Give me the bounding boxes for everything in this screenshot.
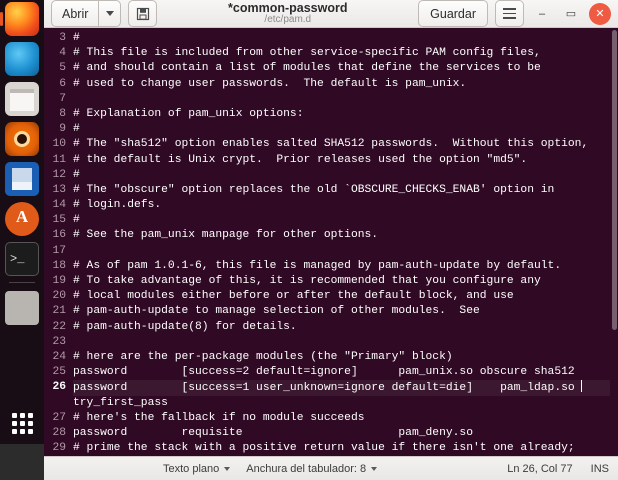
code-line: try_first_pass [73, 396, 168, 409]
language-selector[interactable] [163, 463, 230, 475]
show-applications-icon[interactable] [5, 406, 39, 440]
code-line: # As of pam 1.0.1-6, this file is managed by pam-auth-update by default. [73, 259, 562, 272]
open-button[interactable]: Abrir [51, 0, 99, 27]
window-title [164, 2, 411, 26]
tab-width-label: Anchura del tabulador: 8 [246, 462, 367, 475]
document-path: /etc/pam.d [264, 13, 312, 25]
code-line [73, 244, 610, 259]
code-line: # [73, 214, 80, 227]
line-number: 14 [52, 199, 66, 212]
code-line: # [73, 168, 80, 181]
code-line: # and should contain a list of modules that define the services to be [73, 62, 541, 75]
line-number: 23 [52, 335, 66, 348]
language-label: Texto plano [163, 462, 220, 475]
ubuntu-dock [0, 0, 44, 444]
code-line: # here are the per-package modules (the "Primary" block) [73, 350, 453, 363]
line-number: 9 [59, 123, 66, 136]
line-number: 17 [52, 244, 66, 257]
code-line: # login.defs. [73, 199, 162, 212]
main-menu-button[interactable] [495, 0, 524, 27]
dock-item-firefox[interactable] [5, 2, 39, 36]
tab-width-selector[interactable] [246, 463, 377, 475]
chevron-down-icon [371, 467, 377, 471]
code-text[interactable] [70, 28, 618, 456]
line-number: 7 [59, 92, 66, 105]
code-line: # [73, 32, 80, 44]
cursor-position-label: Ln 26, Col 77 [507, 462, 573, 475]
code-line: # here's the fallback if no module succeeds [73, 411, 365, 424]
window-titlebar [44, 0, 618, 28]
status-bar [44, 456, 618, 480]
line-number: 20 [52, 290, 66, 303]
close-button[interactable]: ✕ [589, 3, 611, 25]
dock-item-trash[interactable] [5, 291, 39, 325]
code-line [73, 335, 610, 350]
dock-item-thunderbird[interactable] [5, 42, 39, 76]
line-number: 16 [52, 229, 66, 242]
line-number: 3 [59, 32, 66, 44]
line-number: 18 [52, 259, 66, 272]
line-number: 26 [52, 381, 66, 394]
line-number: 8 [59, 107, 66, 120]
open-button-group [51, 0, 121, 27]
line-number: 28 [52, 426, 66, 439]
line-number: 6 [59, 77, 66, 90]
status-left-group [163, 463, 377, 475]
line-number: 24 [52, 350, 66, 363]
code-line: # This file is included from other service-specific PAM config files, [73, 47, 541, 60]
code-line: # pam-auth-update to manage selection of other modules. See [73, 305, 480, 318]
dock-item-files[interactable] [5, 82, 39, 116]
line-number: 5 [59, 62, 66, 75]
dock-item-rhythmbox[interactable] [5, 122, 39, 156]
line-number: 22 [52, 320, 66, 333]
line-number: 12 [52, 168, 66, 181]
line-number [44, 396, 66, 411]
code-line [73, 92, 610, 107]
open-dropdown-button[interactable] [99, 0, 121, 27]
code-line: # The "sha512" option enables salted SHA512 passwords. Without this option, [73, 138, 589, 151]
code-line: password [success=1 user_unknown=ignore default=die] pam_ldap.so [73, 380, 610, 395]
dock-item-ubuntu-software[interactable] [5, 202, 39, 236]
line-number: 21 [52, 305, 66, 318]
line-number: 27 [52, 411, 66, 424]
gedit-window [44, 0, 618, 475]
dock-item-libreoffice-writer[interactable] [5, 162, 39, 196]
line-number: 29 [52, 442, 66, 455]
line-number: 4 [59, 47, 66, 60]
code-line: password [success=2 default=ignore] pam_unix.so obscure sha512 [73, 366, 575, 379]
code-line: password requisite pam_deny.so [73, 426, 473, 439]
document-title: *common-password [228, 0, 348, 15]
code-line: # prime the stack with a positive return value if there isn't one already; [73, 442, 575, 455]
line-number: 19 [52, 275, 66, 287]
status-right-group [507, 463, 609, 475]
maximize-button[interactable]: ▭ [565, 8, 577, 20]
code-line: # The "obscure" option replaces the old `OBSCURE_CHECKS_ENAB' option in [73, 183, 555, 196]
code-line: # pam-auth-update(8) for details. [73, 320, 297, 333]
terminal-prompt-glyph: >_ [10, 252, 25, 266]
code-line: # Explanation of pam_unix options: [73, 107, 304, 120]
dock-item-terminal[interactable] [5, 242, 39, 276]
line-number: 11 [52, 153, 66, 166]
chevron-down-icon [224, 467, 230, 471]
dock-separator [9, 282, 35, 283]
insert-mode-label: INS [590, 462, 609, 475]
code-line: # See the pam_unix manpage for other options. [73, 229, 379, 242]
code-line: # To take advantage of this, it is recommended that you configure any [73, 275, 541, 287]
chevron-down-icon [106, 11, 114, 16]
line-number: 10 [52, 138, 66, 151]
line-number: 25 [52, 366, 66, 379]
line-number-gutter [44, 28, 70, 456]
line-number: 13 [52, 183, 66, 196]
minimize-button[interactable]: – [538, 7, 546, 20]
code-line: # used to change user passwords. The default is pam_unix. [73, 77, 467, 90]
line-number: 15 [52, 214, 66, 227]
save-as-icon [136, 7, 150, 21]
running-indicator [0, 12, 3, 26]
code-line: # the default is Unix crypt. Prior releases used the option "md5". [73, 153, 528, 166]
save-button[interactable]: Guardar [418, 0, 488, 27]
code-line: # [73, 123, 80, 136]
text-editor-area[interactable] [44, 28, 618, 456]
text-cursor [581, 380, 582, 392]
vertical-scrollbar[interactable] [612, 30, 617, 330]
code-line: # local modules either before or after the default block, and use [73, 290, 514, 303]
save-as-button[interactable] [128, 0, 157, 27]
